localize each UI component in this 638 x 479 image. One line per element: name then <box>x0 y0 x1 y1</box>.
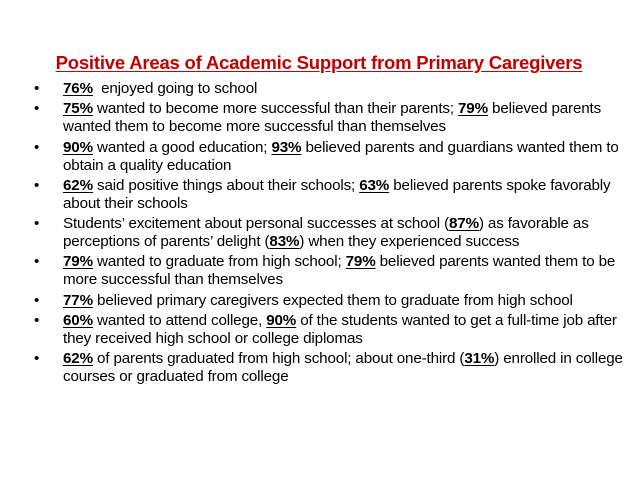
percentage-value: 62% <box>63 176 93 194</box>
bullet-text: ) as favorable as perceptions of parents’ delight ( <box>63 215 593 251</box>
bullet-text: wanted to become more successful than their parents; <box>92 100 458 118</box>
bullet-item <box>34 292 629 310</box>
percentage-value: 62% <box>63 350 93 368</box>
percentage-value: 83% <box>269 233 300 251</box>
bullet-text: believed parents wanted them to become more successful than themselves <box>63 100 606 136</box>
percentage-value: 75% <box>63 100 93 118</box>
bullet-text: of parents graduated from high school; about one-third ( <box>92 350 465 368</box>
bullet-text: enjoyed going to school <box>92 80 258 97</box>
bullet-text: Students’ excitement about personal successes at school ( <box>63 215 449 233</box>
bullet-icon: • <box>34 215 40 233</box>
bullet-list <box>34 80 629 389</box>
percentage-value: 93% <box>271 138 302 156</box>
percentage-value: 77% <box>63 291 93 309</box>
bullet-icon: • <box>34 80 40 97</box>
bullet-text: believed primary caregivers expected them to graduate from high school <box>92 291 573 309</box>
percentage-value: 87% <box>448 215 479 233</box>
bullet-icon: • <box>34 100 40 118</box>
bullet-item <box>34 350 629 386</box>
bullet-item <box>34 253 629 289</box>
percentage-value: 60% <box>63 312 93 330</box>
bullet-item <box>34 215 629 251</box>
bullet-icon: • <box>34 138 40 156</box>
bullet-item <box>34 139 629 175</box>
bullet-item <box>34 100 629 136</box>
bullet-icon: • <box>34 291 40 309</box>
bullet-text: of the students wanted to get a full-time job after they received high school or college diplomas <box>63 312 621 348</box>
percentage-value: 79% <box>458 100 488 118</box>
bullet-text: believed parents wanted them to be more successful than themselves <box>63 253 620 289</box>
bullet-text: believed parents and guardians wanted them to obtain a quality education <box>63 138 623 174</box>
slide-title: Positive Areas of Academic Support from Primary Caregivers <box>55 52 583 73</box>
percentage-value: 90% <box>63 138 93 156</box>
bullet-icon: • <box>34 176 40 194</box>
bullet-icon: • <box>34 253 40 271</box>
bullet-text: believed parents spoke favorably about their schools <box>63 176 615 212</box>
bullet-text: ) when they experienced success <box>299 233 520 251</box>
bullet-icon: • <box>34 312 40 330</box>
percentage-value: 90% <box>266 312 297 330</box>
bullet-item <box>34 312 629 348</box>
bullet-text: said positive things about their schools; <box>92 176 360 194</box>
bullet-text: wanted to attend college, <box>92 312 267 330</box>
bullet-icon: • <box>34 350 40 368</box>
percentage-value: 79% <box>63 253 93 271</box>
bullet-text: wanted to graduate from high school; <box>92 253 346 271</box>
percentage-value: 63% <box>359 176 390 194</box>
bullet-text: wanted a good education; <box>92 138 272 156</box>
percentage-value: 79% <box>345 253 376 271</box>
bullet-item <box>34 177 629 213</box>
bullet-item <box>34 80 629 98</box>
percentage-value: 31% <box>464 350 495 368</box>
bullet-text: ) enrolled in college courses or graduated from college <box>63 350 627 386</box>
percentage-value: 76% <box>63 80 93 97</box>
